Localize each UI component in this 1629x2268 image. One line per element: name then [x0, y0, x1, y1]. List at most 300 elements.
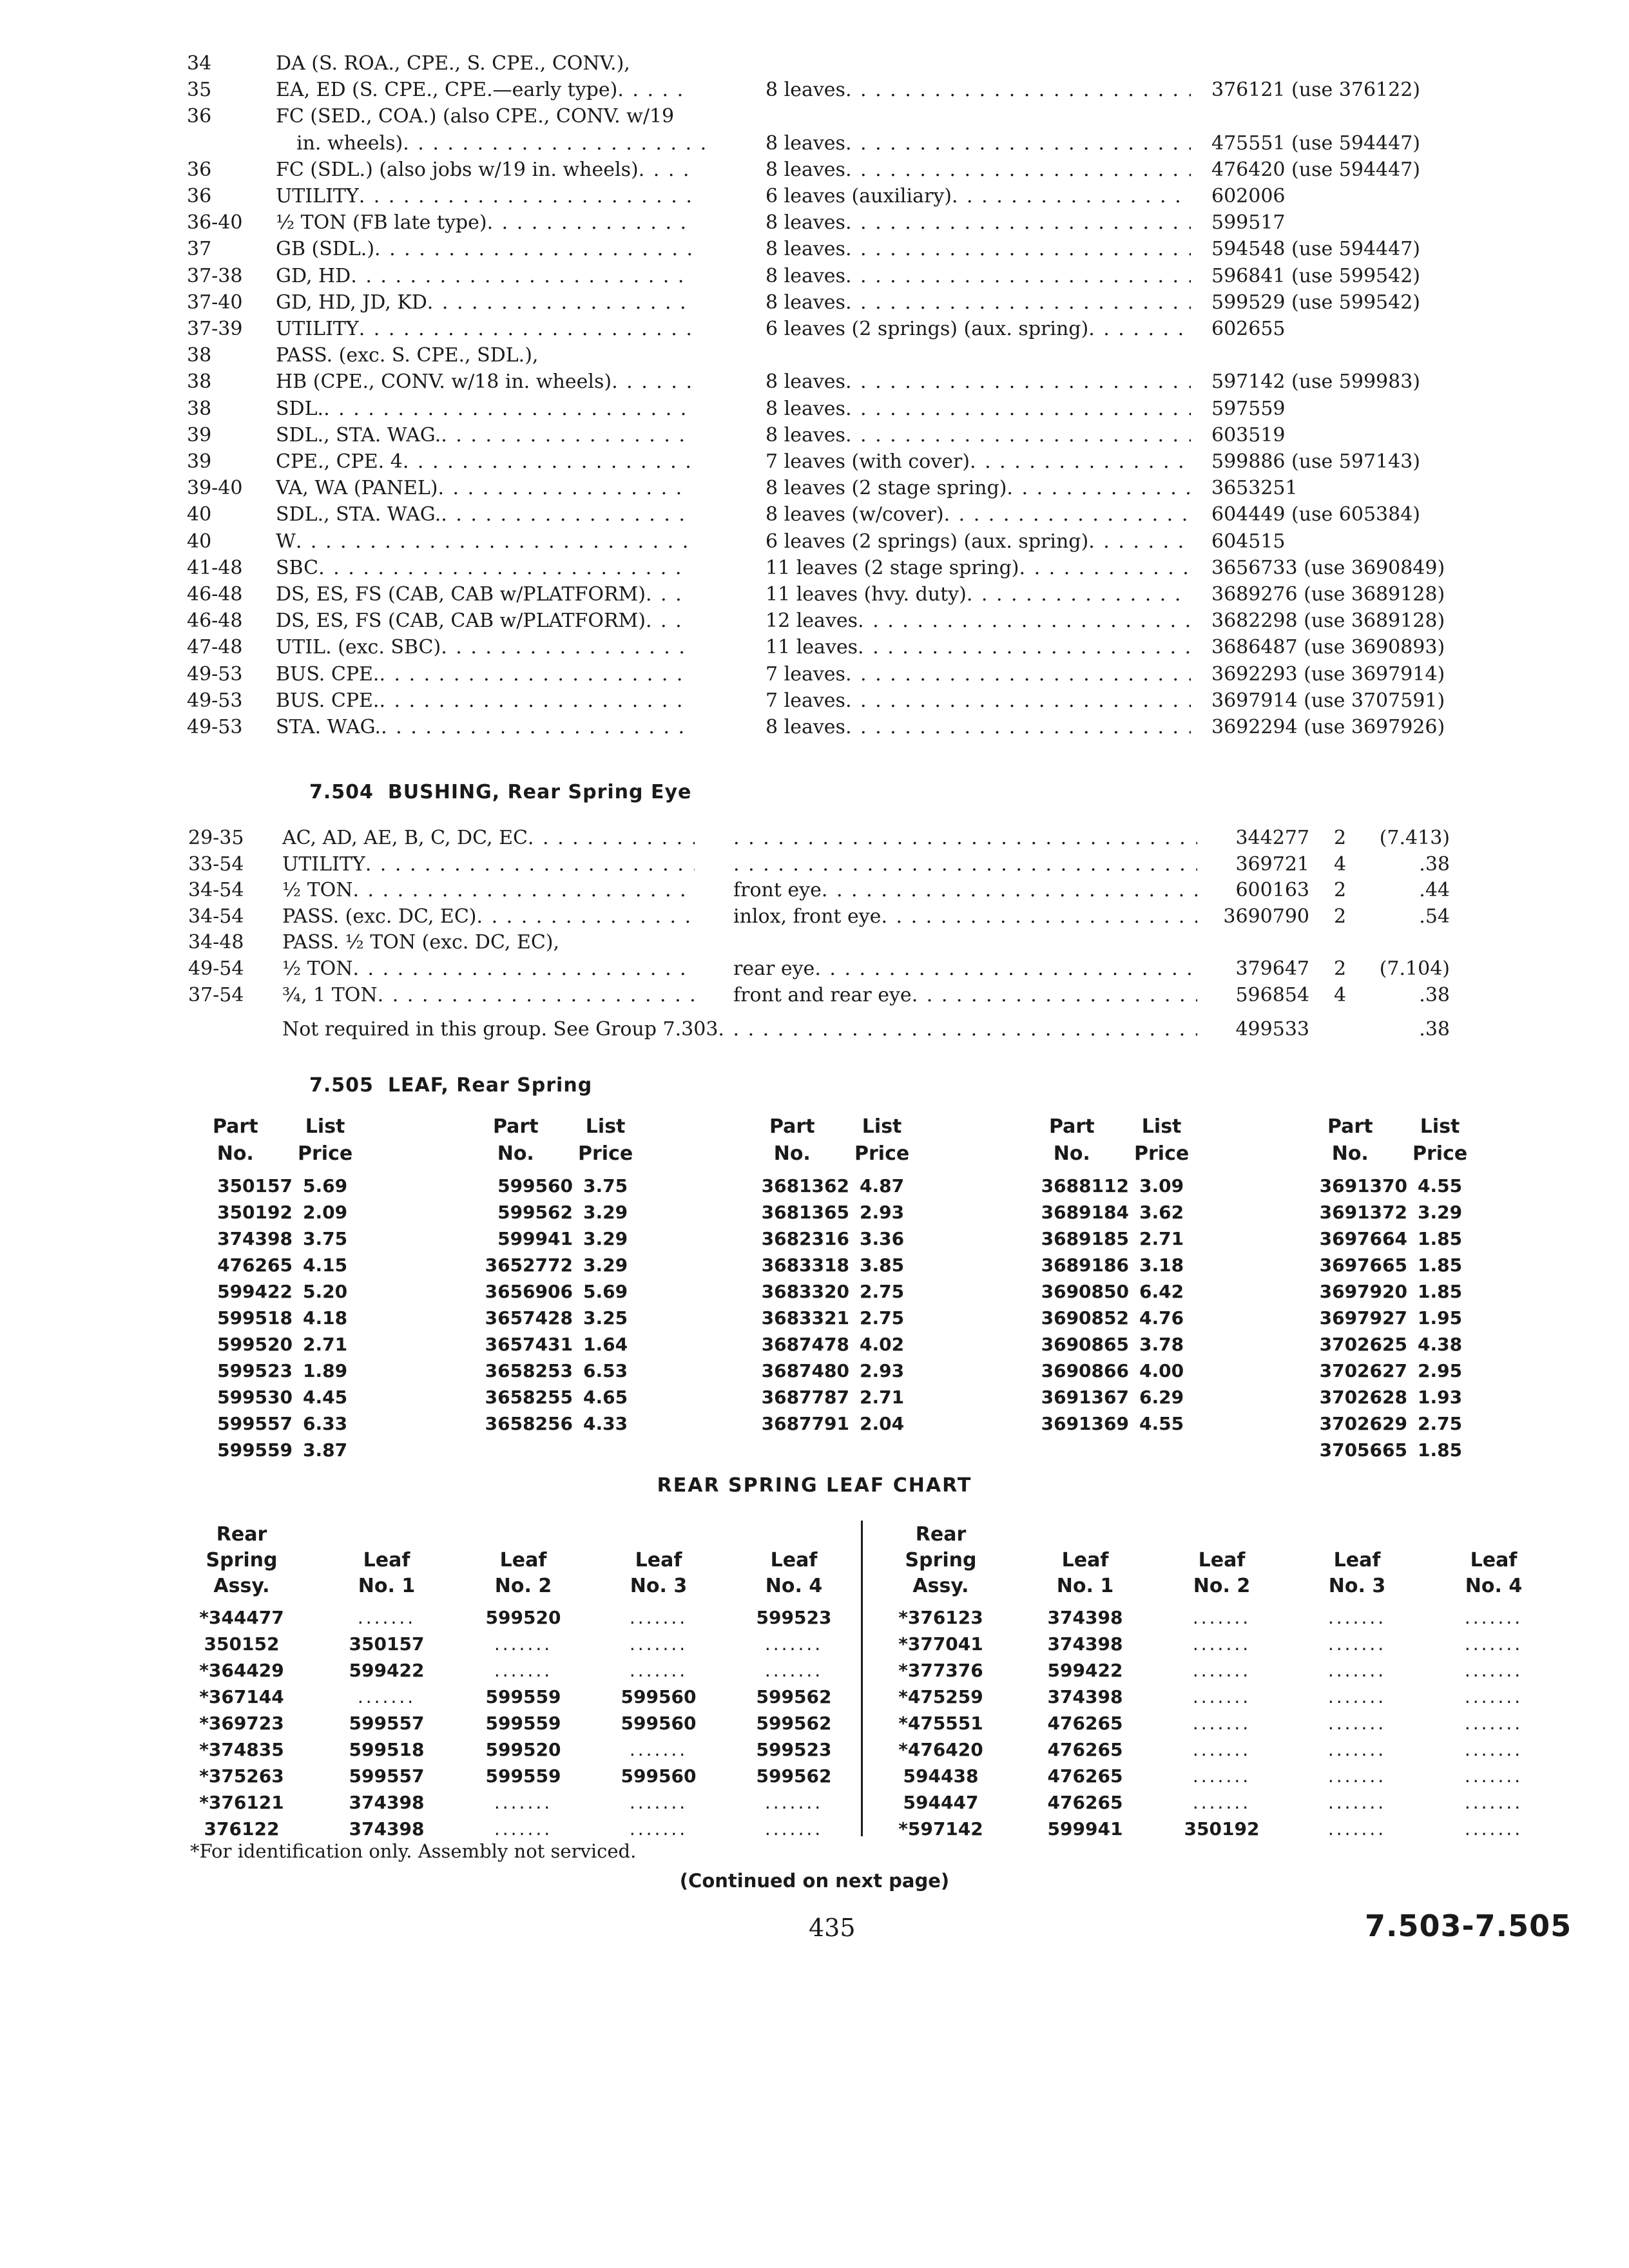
- leaf-part-number: 3690852: [1041, 1307, 1129, 1329]
- spring-assembly-number: *367144: [199, 1686, 284, 1707]
- leaf-part-number: [1293, 1789, 1422, 1816]
- dot-leader: [1007, 475, 1191, 501]
- model-year: 47-48: [187, 636, 243, 659]
- dot-leader: [944, 501, 1191, 528]
- dot-leader: [845, 396, 1191, 422]
- chart-column-header: [1021, 1548, 1150, 1599]
- leaf-part-number: 3658255: [485, 1387, 573, 1408]
- header-line: Part: [1049, 1115, 1095, 1138]
- header-line: Part: [769, 1115, 815, 1138]
- empty-leader: .......: [1192, 1660, 1251, 1681]
- model-name-text: GD, HD, JD, KD: [276, 291, 427, 314]
- leaf-part-number: 3687480: [761, 1360, 849, 1381]
- leaf-part-number: [594, 1789, 723, 1816]
- dot-leader: [845, 236, 1191, 262]
- leaf-list-price: 2.71: [1139, 1228, 1184, 1249]
- leaf-list-price: 1.64: [583, 1334, 628, 1355]
- empty-leader: .......: [764, 1633, 824, 1655]
- empty-leader: .......: [1464, 1765, 1523, 1787]
- empty-leader: .......: [494, 1818, 553, 1840]
- model-name-text: PASS. (exc. DC, EC): [282, 905, 477, 928]
- header-line: No. 3: [630, 1575, 688, 1597]
- model-year: 36-40: [187, 211, 243, 235]
- empty-leader: .......: [1464, 1739, 1523, 1760]
- dot-leader: [441, 422, 691, 448]
- chart-divider: [861, 1521, 863, 1836]
- part-number: 344277: [1235, 827, 1309, 849]
- spring-description: [766, 369, 1191, 395]
- list-price-header: [854, 1113, 909, 1168]
- model-name-text: ½ TON (FB late type): [276, 211, 487, 235]
- dot-leader: [822, 877, 1197, 903]
- spring-description: [766, 396, 1191, 422]
- empty-leader: .......: [629, 1660, 688, 1681]
- dot-leader: [845, 422, 1191, 448]
- leaf-part-number: 599523: [756, 1607, 832, 1628]
- empty-leader: .......: [1327, 1713, 1387, 1734]
- part-number: 3656733 (use 3690849): [1211, 556, 1445, 579]
- list-price: (7.413): [1379, 827, 1450, 849]
- chart-column-header: [876, 1522, 1005, 1599]
- leaf-list-price: 2.93: [860, 1360, 905, 1381]
- empty-leader: .......: [1327, 1792, 1387, 1813]
- leaf-part-number: [1157, 1684, 1286, 1710]
- model-name: [276, 422, 691, 448]
- empty-leader: .......: [1327, 1739, 1387, 1760]
- header-line: No. 4: [1465, 1575, 1523, 1597]
- empty-leader: .......: [1464, 1633, 1523, 1655]
- model-name-text: GB (SDL.): [276, 238, 375, 261]
- header-line: Leaf: [1061, 1549, 1109, 1571]
- part-number: 597559: [1211, 397, 1286, 420]
- model-year: 36: [187, 185, 212, 207]
- leaf-part-number: 3658253: [485, 1360, 573, 1381]
- leaf-list-price: 3.29: [1418, 1202, 1463, 1223]
- leaf-part-number: [1429, 1816, 1558, 1842]
- model-year: 34-54: [188, 879, 244, 902]
- dot-leader: [351, 263, 691, 289]
- leaf-part-number: 599562: [756, 1713, 832, 1734]
- leaf-list-price: 3.75: [303, 1228, 348, 1249]
- leaf-part-number: 599557: [217, 1413, 293, 1434]
- model-name: [276, 396, 691, 422]
- part-no-header: [493, 1113, 539, 1168]
- model-name-text: SDL., STA. WAG.: [276, 423, 441, 447]
- header-line: No.: [497, 1142, 534, 1165]
- spring-description: [766, 157, 1191, 183]
- leaf-section-number: 7.505: [309, 1074, 374, 1097]
- quantity: 2: [1334, 827, 1347, 849]
- model-name-text: SDL.: [276, 397, 324, 420]
- part-number: 604449 (use 605384): [1211, 503, 1420, 526]
- leaf-list-price: 1.85: [1418, 1254, 1463, 1276]
- model-year: 39: [187, 423, 212, 447]
- leaf-list-price: 1.85: [1418, 1228, 1463, 1249]
- leaf-list-price: 4.33: [583, 1413, 628, 1434]
- model-name-text: W: [276, 530, 296, 553]
- dot-leader: [365, 851, 695, 878]
- empty-leader: .......: [1192, 1607, 1251, 1628]
- model-name: [276, 714, 691, 740]
- header-line: Leaf: [1470, 1549, 1518, 1571]
- list-price: .44: [1419, 879, 1450, 902]
- leaf-part-number: 476265: [1047, 1713, 1123, 1734]
- header-line: List: [305, 1115, 345, 1138]
- leaf-part-number: 374398: [217, 1228, 293, 1249]
- bushing-description: [733, 982, 1197, 1008]
- model-name-text: PASS. (exc. S. CPE., SDL.),: [276, 344, 539, 367]
- leaf-part-number: 3691372: [1319, 1202, 1407, 1223]
- leaf-part-number: 599560: [621, 1765, 697, 1787]
- spring-assembly-number: *476420: [898, 1739, 983, 1760]
- leaf-list-price: 1.89: [303, 1360, 348, 1381]
- leaf-part-number: 3690866: [1041, 1360, 1129, 1381]
- note-part-number: 499533: [1235, 1018, 1309, 1041]
- leaf-part-number: [459, 1631, 588, 1657]
- dot-leader: [318, 555, 691, 581]
- header-line: Price: [854, 1142, 910, 1165]
- model-name-text: FC (SDL.) (also jobs w/19 in. wheels): [276, 158, 639, 181]
- model-name: [276, 77, 691, 103]
- spring-description: [766, 687, 1191, 714]
- empty-leader: .......: [1327, 1633, 1387, 1655]
- model-year: 37-38: [187, 264, 243, 287]
- bushing-description: [733, 956, 1197, 982]
- dot-leader: [952, 183, 1191, 209]
- model-year: 34-54: [188, 905, 244, 928]
- model-name-text: VA, WA (PANEL): [276, 477, 438, 500]
- model-name-text: DS, ES, FS (CAB, CAB w/PLATFORM): [276, 583, 646, 606]
- leaf-list-price: 3.29: [583, 1202, 628, 1223]
- chart-column-header: [729, 1548, 858, 1599]
- leaf-list-price: 2.04: [860, 1413, 905, 1434]
- leaf-list-price: 4.00: [1139, 1360, 1184, 1381]
- model-name-text: ½ TON: [282, 879, 353, 902]
- bushing-section-heading: [309, 781, 691, 803]
- bushing-description-text: rear eye: [733, 957, 815, 980]
- leaf-part-number: 3697665: [1319, 1254, 1407, 1276]
- leaf-list-price: 1.95: [1418, 1307, 1463, 1329]
- leaf-part-number: [1293, 1710, 1422, 1736]
- part-number: 476420 (use 594447): [1211, 158, 1420, 181]
- part-no-header: [769, 1113, 815, 1168]
- model-name: [282, 982, 695, 1008]
- model-year: 38: [187, 344, 212, 367]
- leaf-chart-title: REAR SPRING LEAF CHART: [657, 1474, 972, 1497]
- spring-assembly-number: 376122: [204, 1818, 280, 1840]
- bushing-description: [733, 851, 1197, 878]
- part-number: 3689276 (use 3689128): [1211, 583, 1445, 606]
- leaf-part-number: 3689186: [1041, 1254, 1129, 1276]
- leaf-list-price: 3.25: [583, 1307, 628, 1329]
- spring-description: [766, 422, 1191, 448]
- model-name: [276, 581, 691, 608]
- leaf-list-price: 2.75: [860, 1307, 905, 1329]
- empty-leader: .......: [357, 1607, 416, 1628]
- leaf-list-price: 2.71: [303, 1334, 348, 1355]
- leaf-list-price: 3.36: [860, 1228, 905, 1249]
- leaf-section-heading: [309, 1074, 592, 1097]
- spring-description-text: 8 leaves: [766, 423, 845, 447]
- spring-description: [766, 555, 1191, 581]
- spring-description-text: 8 leaves: [766, 238, 845, 261]
- dot-leader: [1088, 316, 1191, 342]
- spring-description-text: 7 leaves (with cover): [766, 450, 970, 473]
- dot-leader: [427, 289, 691, 316]
- bushing-section-title: BUSHING, Rear Spring Eye: [387, 781, 692, 803]
- model-year: 38: [187, 397, 212, 420]
- model-year: 29-35: [188, 827, 244, 849]
- dot-leader: [639, 157, 691, 183]
- model-name: [276, 157, 691, 183]
- leaf-list-price: 3.29: [583, 1254, 628, 1276]
- spring-description-text: 8 leaves (w/cover): [766, 503, 944, 526]
- part-number: 602655: [1211, 318, 1286, 340]
- leaf-part-number: [1293, 1763, 1422, 1789]
- leaf-list-price: 2.09: [303, 1202, 348, 1223]
- leaf-part-number: [1429, 1710, 1558, 1736]
- spring-description: [766, 714, 1191, 740]
- header-line: No.: [773, 1142, 811, 1165]
- leaf-part-number: 3682316: [761, 1228, 849, 1249]
- model-name-text: AC, AD, AE, B, C, DC, EC: [282, 827, 528, 849]
- spring-assembly-number: 594447: [903, 1792, 979, 1813]
- model-name: [276, 661, 691, 687]
- empty-leader: .......: [1192, 1713, 1251, 1734]
- dot-leader: [733, 851, 1197, 878]
- leaf-part-number: 476265: [217, 1254, 293, 1276]
- leaf-part-number: [1429, 1631, 1558, 1657]
- model-name: [276, 369, 691, 395]
- leaf-part-number: 599941: [497, 1228, 573, 1249]
- spring-description-text: 6 leaves (2 springs) (aux. spring): [766, 318, 1089, 340]
- leaf-part-number: [1157, 1736, 1286, 1763]
- model-year: 41-48: [187, 556, 243, 579]
- leaf-part-number: 599559: [485, 1686, 561, 1707]
- leaf-part-number: [322, 1684, 451, 1710]
- empty-leader: .......: [764, 1818, 824, 1840]
- header-line: Spring: [206, 1549, 278, 1571]
- spring-description: [766, 77, 1191, 103]
- part-number: 3697914 (use 3707591): [1211, 689, 1445, 712]
- leaf-part-number: 599422: [1047, 1660, 1123, 1681]
- model-name: [276, 608, 691, 634]
- leaf-part-number: 374398: [1047, 1686, 1123, 1707]
- leaf-part-number: 3697664: [1319, 1228, 1407, 1249]
- chart-column-header: [322, 1548, 451, 1599]
- spring-assembly-number: *369723: [199, 1713, 284, 1734]
- quantity: 2: [1334, 879, 1347, 902]
- leaf-part-number: 374398: [1047, 1633, 1123, 1655]
- model-name-text: ½ TON: [282, 957, 353, 980]
- dot-leader: [352, 877, 695, 903]
- header-line: No. 3: [1328, 1575, 1386, 1597]
- spring-assembly-number: *376121: [199, 1792, 284, 1813]
- part-number: 597142 (use 599983): [1211, 370, 1420, 394]
- spring-description: [766, 183, 1191, 209]
- dot-leader: [379, 687, 691, 714]
- spring-description-text: 8 leaves: [766, 716, 845, 738]
- empty-leader: .......: [1192, 1633, 1251, 1655]
- model-name-text: BUS. CPE.: [276, 662, 380, 686]
- empty-leader: .......: [629, 1792, 688, 1813]
- part-number: 376121 (use 376122): [1211, 79, 1420, 102]
- part-number: 599517: [1211, 211, 1286, 235]
- model-name: [282, 929, 695, 956]
- header-line: No. 1: [358, 1575, 416, 1597]
- header-line: Leaf: [770, 1549, 818, 1571]
- leaf-part-number: [1293, 1604, 1422, 1631]
- spring-description: [766, 475, 1191, 501]
- dot-leader: [323, 396, 691, 422]
- spring-assembly-number: *364429: [199, 1660, 284, 1681]
- dot-leader: [381, 714, 691, 740]
- header-line: List: [862, 1115, 902, 1138]
- chart-column-header: [459, 1548, 588, 1599]
- empty-leader: .......: [1464, 1713, 1523, 1734]
- leaf-part-number: 3697927: [1319, 1307, 1407, 1329]
- spring-description-text: 8 leaves: [766, 211, 845, 235]
- dot-leader: [970, 448, 1191, 475]
- model-year: 34-48: [188, 931, 244, 954]
- empty-leader: .......: [1464, 1686, 1523, 1707]
- leaf-part-number: 599560: [497, 1175, 573, 1196]
- spring-description: [766, 236, 1191, 262]
- leaf-list-price: 4.55: [1418, 1175, 1463, 1196]
- empty-leader: .......: [1464, 1607, 1523, 1628]
- header-line: Assy.: [213, 1575, 270, 1597]
- leaf-part-number: 476265: [1047, 1792, 1123, 1813]
- header-line: Leaf: [1333, 1549, 1381, 1571]
- model-year: 34: [187, 52, 212, 75]
- chart-column-header: [1157, 1548, 1286, 1599]
- leaf-part-number: [1157, 1789, 1286, 1816]
- empty-leader: .......: [1464, 1792, 1523, 1813]
- leaf-part-number: 599520: [485, 1739, 561, 1760]
- leaf-list-price: 3.87: [303, 1439, 348, 1461]
- leaf-part-number: 3691370: [1319, 1175, 1407, 1196]
- spring-description: [766, 608, 1191, 634]
- header-line: Spring: [905, 1549, 977, 1571]
- model-name: [276, 183, 691, 209]
- leaf-part-number: [1157, 1710, 1286, 1736]
- spring-description-text: 8 leaves: [766, 158, 845, 181]
- model-name-text: BUS. CPE.: [276, 689, 380, 712]
- leaf-part-number: 3683320: [761, 1281, 849, 1302]
- header-line: No. 2: [494, 1575, 552, 1597]
- spring-description-text: 7 leaves: [766, 689, 845, 712]
- spring-description-text: 6 leaves (2 springs) (aux. spring): [766, 530, 1089, 553]
- leaf-list-price: 2.95: [1418, 1360, 1463, 1381]
- leaf-list-price: 3.09: [1139, 1175, 1184, 1196]
- leaf-list-price: 4.55: [1139, 1413, 1184, 1434]
- leaf-list-price: 4.38: [1418, 1334, 1463, 1355]
- model-name: [276, 555, 691, 581]
- header-line: Leaf: [635, 1549, 682, 1571]
- spring-description-text: 8 leaves: [766, 370, 845, 394]
- model-name: [276, 209, 691, 236]
- header-line: Part: [1327, 1115, 1373, 1138]
- leaf-list-price: 2.71: [860, 1387, 905, 1408]
- leaf-part-number: 476265: [1047, 1739, 1123, 1760]
- dot-leader: [733, 825, 1197, 851]
- model-name-text: FC (SED., COA.) (also CPE., CONV. w/19: [276, 105, 675, 128]
- leaf-part-number: 599520: [217, 1334, 293, 1355]
- empty-leader: .......: [1192, 1686, 1251, 1707]
- part-number: 475551 (use 594447): [1211, 131, 1420, 155]
- leaf-part-number: 3691367: [1041, 1387, 1129, 1408]
- continued-note: (Continued on next page): [679, 1870, 950, 1892]
- part-number: 3686487 (use 3690893): [1211, 636, 1445, 659]
- spring-assembly-number: *377041: [898, 1633, 983, 1655]
- model-name: [282, 903, 695, 930]
- leaf-part-number: 599560: [621, 1686, 697, 1707]
- leaf-part-number: 3702627: [1319, 1360, 1407, 1381]
- dot-leader: [845, 157, 1191, 183]
- note-list-price: .38: [1419, 1018, 1450, 1041]
- leaf-list-price: 2.93: [860, 1202, 905, 1223]
- empty-leader: .......: [629, 1633, 688, 1655]
- dot-leader: [352, 956, 695, 982]
- model-name: [282, 851, 695, 878]
- leaf-part-number: 599518: [217, 1307, 293, 1329]
- empty-leader: .......: [629, 1607, 688, 1628]
- leaf-part-number: [729, 1816, 858, 1842]
- dot-leader: [845, 661, 1191, 687]
- leaf-part-number: [459, 1657, 588, 1684]
- part-number: 3692294 (use 3697926): [1211, 716, 1445, 738]
- header-line: Leaf: [363, 1549, 410, 1571]
- leaf-part-number: 3702625: [1319, 1334, 1407, 1355]
- list-price: (7.104): [1379, 957, 1450, 980]
- dot-leader: [646, 608, 691, 634]
- leaf-part-number: [1157, 1631, 1286, 1657]
- leaf-part-number: 374398: [1047, 1607, 1123, 1628]
- bushing-note: [282, 1016, 1197, 1043]
- leaf-part-number: 3689184: [1041, 1202, 1129, 1223]
- empty-leader: .......: [1327, 1607, 1387, 1628]
- model-name-text: DA (S. ROA., CPE., S. CPE., CONV.),: [276, 52, 630, 75]
- leaf-part-number: 3687478: [761, 1334, 849, 1355]
- spring-description: [766, 448, 1191, 475]
- leaf-part-number: 3687791: [761, 1413, 849, 1434]
- leaf-part-number: [1293, 1631, 1422, 1657]
- leaf-part-number: 3690865: [1041, 1334, 1129, 1355]
- dot-leader: [403, 130, 712, 157]
- leaf-list-price: 6.29: [1139, 1387, 1184, 1408]
- leaf-part-number: 599422: [217, 1281, 293, 1302]
- empty-leader: .......: [494, 1792, 553, 1813]
- leaf-part-number: 599559: [485, 1713, 561, 1734]
- spring-description-text: 11 leaves (2 stage spring): [766, 556, 1019, 579]
- model-year: 49-53: [187, 716, 243, 738]
- part-number: 369721: [1235, 852, 1309, 876]
- part-number: 599529 (use 599542): [1211, 291, 1420, 314]
- quantity: 2: [1334, 957, 1347, 980]
- empty-leader: .......: [1192, 1792, 1251, 1813]
- dot-leader: [912, 982, 1197, 1008]
- header-line: No.: [217, 1142, 254, 1165]
- spring-assembly-number: *374835: [199, 1739, 284, 1760]
- part-number: 3690790: [1223, 905, 1309, 928]
- leaf-part-number: [594, 1657, 723, 1684]
- leaf-part-number: 350157: [349, 1633, 425, 1655]
- leaf-part-number: [1157, 1763, 1286, 1789]
- part-number: 596841 (use 599542): [1211, 264, 1420, 287]
- header-line: Part: [493, 1115, 539, 1138]
- model-name: [276, 634, 691, 660]
- header-line: No. 1: [1056, 1575, 1114, 1597]
